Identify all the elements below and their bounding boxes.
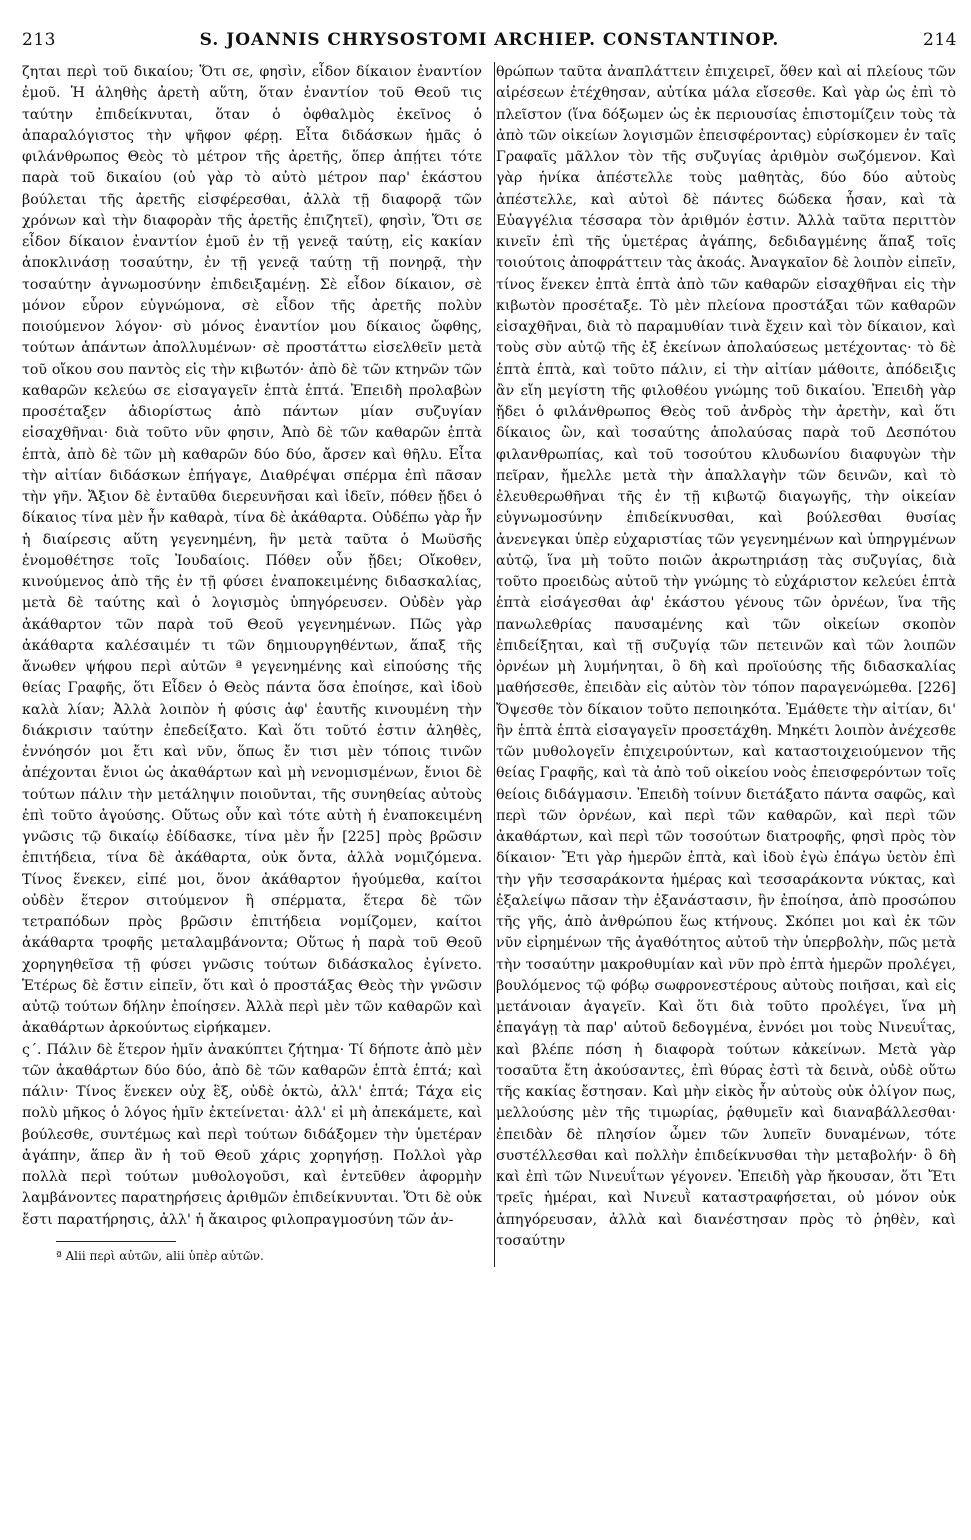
left-paragraph-2: ς΄. Πάλιν δὲ ἕτερον ἡμῖν ἀνακύπτει ζήτημα· Τί δήποτε ἀπὸ μὲν τῶν ἀκαθάρτων δύο δύο, ἀπὸ δὲ τῶν καθαρῶν ἑπτὰ ἑπτά; καὶ πάλιν· Τίνος ἕνεκεν οὐχ ἓξ, οὐδὲ ὀκτὼ, ἀλλ' ἑπτά; Τάχα εἰς πολὺ μῆκος ὁ λόγος ἡμῖν ἐκτείνεται· ἀλλ' εἰ μὴ ἀπεκάμετε, καὶ βούλεσθε, συντέμως καὶ περὶ τούτων διδάξομεν τὴν ὑμετέραν ἀγάπην, ἅπερ ἂν ἡ τοῦ Θεοῦ χάρις χορηγήσῃ. Πολλοὶ γὰρ πολλὰ περὶ τούτων μυθολογοῦσι, καὶ ἐντεῦθεν ἀφορμὴν λαμβάνοντες παρατηρήσεις ἀριθμῶν ἐπιδείκνυνται. Ὅτι δὲ οὐκ ἔστι παρατήρησις, ἀλλ' ἡ ἄκαιρος φιλοπραγμοσύνη τῶν ἀν- — [22, 1041, 482, 1228]
right-column — [496, 62, 956, 1267]
running-title: S. JOANNIS CHRYSOSTOMI ARCHIEP. CONSTANTINOP. — [199, 30, 780, 50]
left-column — [22, 62, 482, 1267]
column-divider — [494, 62, 495, 1267]
text-columns — [22, 62, 957, 1267]
right-paragraph-1: θρώπων ταῦτα ἀναπλάττειν ἐπιχειρεῖ, ὅθεν καὶ αἱ πλείους τῶν αἱρέσεων ἐτέχθησαν, αὐτίκα μάλα εἴσεσθε. Καὶ γὰρ ὡς ἐπὶ τὸ πλεῖστον (ἵνα δόξωμεν ὡς ἐκ περιουσίας ἐπιστομίζειν τοὺς τὰ ἀπὸ τῶν οἰκείων λογισμῶν ἐπεισφέροντας) εὑρίσκομεν ἐν ταῖς Γραφαῖς μᾶλλον τὸν τῆς συζυγίας ἀριθμὸν σωζόμενον. Καὶ γὰρ ἡνίκα ἀπέστελλε τοὺς μαθητὰς, δύο δύο αὐτοὺς ἀπέστελλε, καὶ αὐτοὶ δὲ πάντες δώδεκα ἦσαν, καὶ τὰ Εὐαγγέλια τέσσαρα τὸν ἀριθμόν ἐστιν. Ἀλλὰ ταῦτα περιττὸν κινεῖν ἐπὶ τῆς ὑμετέρας ἀγάπης, δεδιδαγμένης ἅπαξ τοῖς τοιούτοις ἀποφράττειν τὰς ἀκοάς. Ἀναγκαῖον δὲ λοιπὸν εἰπεῖν, τίνος ἕνεκεν ἑπτὰ ἑπτὰ ἀπὸ τῶν καθαρῶν εἰσαχθῆναι εἰς τὴν κιβωτὸν προσέταξε. Τὸ μὲν πλείονα προστάξαι τῶν καθαρῶν εἰσαχθῆναι, διὰ τὸ παραμυθίαν τινὰ ἔχειν καὶ τὸν δίκαιον, καὶ τοὺς σὺν αὐτῷ τῆς ἐξ ἐκείνων ἀπολαύσεως μετέχοντας· τὸ δὲ ἑπτὰ ἑπτὰ, καὶ τοῦτο πάλιν, εἰ τὴν αἰτίαν μάθοιτε, ἀπόδειξις ἂν εἴη μεγίστη τῆς φιλοθέου γνώμης τοῦ δικαίου. Ἐπειδὴ γὰρ ᾔδει ὁ φιλάνθρωπος Θεὸς τοῦ ἀνδρὸς τὴν ἀρετὴν, καὶ ὅτι δίκαιος ὢν, καὶ τοσαύτης ἀπολαύσας παρὰ τοῦ Δεσπότου φιλανθρωπίας, καὶ τοῦ τοσούτου κλυδωνίου διαφυγὼν τὴν πεῖραν, ἤμελλε μετὰ τὴν ἀπαλλαγὴν τῶν δεινῶν, καὶ τὸ ἐλευθερωθῆναι τῆς ἐν τῇ κιβωτῷ διαγωγῆς, τὴν οἰκείαν εὐγνωμοσύνην ἐπιδείκνυσθαι, καὶ βούλεσθαι θυσίας ἀνενεγκαι ὑπὲρ εὐχαριστίας τῶν γεγενημένων καὶ ὑπηργμένων αὐτῷ, ἵνα μὴ τοῦτο ποιῶν ἀκρωτηριάσῃ τὰς συζυγίας, διὰ τοῦτο προειδὼς αὐτοῦ τὴν γνώμης τὸ εὐχάριστον κελεύει ἑπτὰ ἑπτὰ εἰσάγεσθαι ἀφ' ἑκάστου γένους τῶν ὀρνέων, ἵνα τῆς πανωλεθρίας παυσαμένης καὶ τῶν οἰκείων σκοπὸν ἐπιδείξηται, καὶ τῇ συζυγίᾳ τῶν πετεινῶν καὶ τῶν λοιπῶν ὀρνέων μὴ λυμήνηται, ὃ δὴ καὶ προϊούσης τῆς διδασκαλίας μαθήσεσθε, ἐπειδὰν εἰς αὐτὸν τὸν τόπον παραγενώμεθα. [226] Ὄψεσθε τὸν δίκαιον τοῦτο πεποιηκότα. Ἐμάθετε τὴν αἰτίαν, δι' ἣν ἑπτὰ ἑπτὰ εἰσαγαγεῖν προσετάχθη. Μηκέτι λοιπὸν ἀνέχεσθε τῶν μυθολογεῖν ἐπιχειρούντων, καὶ καταστοιχειούμενον τῆς θείας Γραφῆς, καὶ τὰ ἀπὸ τοῦ οἰκείου νοὸς ἐπεισφερόντων τοῖς θείοις διδάγμασιν. Ἐπειδὴ τοίνυν διετάξατο πάντα σαφῶς, καὶ περὶ τῶν ὀρνέων, καὶ περὶ τῶν καθαρῶν, καὶ περὶ τῶν ἀκαθάρτων, καὶ περὶ τῶν τοσούτων διατροφῆς, φησὶ πρὸς τὸν δίκαιον· Ἔτι γὰρ ἡμερῶν ἑπτὰ, καὶ ἰδοὺ ἐγὼ ἐπάγω ὑετὸν ἐπὶ τὴν γῆν τεσσαράκοντα ἡμέρας καὶ τεσσαράκοντα νύκτας, καὶ ἐξαλείψω πᾶσαν τὴν ἐξανάστασιν, ἣν ἐποίησα, ἀπὸ προσώπου τῆς γῆς, ἀπὸ ἀνθρώπου ἕως κτήνους. Σκόπει μοι καὶ ἐκ τῶν νῦν εἰρημένων τῆς ἀγαθότητος αὐτοῦ τὴν ὑπερβολὴν, πῶς μετὰ τὴν τοσαύτην μακροθυμίαν καὶ νῦν πρὸ ἑπτὰ ἡμερῶν προλέγει, βουλόμενος τῷ φόβῳ σωφρονεστέρους αὐτοὺς ποιῆσαι, καὶ εἰς μετάνοιαν ἀγαγεῖν. Καὶ ὅτι διὰ τοῦτο προλέγει, ἵνα μὴ ἐπαγάγῃ τὰ παρ' αὐτοῦ δεδογμένα, ἐννόει μοι τοὺς Νινευΐτας, καὶ βλέπε πόση ἡ διαφορὰ τούτων κἀκείνων. Μετὰ γὰρ τοσαῦτα ἔτη ἀκούσαντες, ἐπὶ θύρας ἐστὶ τὰ δεινὰ, οὐδὲ οὕτω τῆς κακίας ἔστησαν. Καὶ μὴν εἰκὸς ἦν αὐτοὺς οὐκ ὀλίγον πως, μελλούσης μὲν τῆς τιμωρίας, ῥᾳθυμεῖν καὶ διαναβάλλεσθαι· ἐπειδὰν δὲ πλησίον ὦμεν τῶν λυπεῖν δυναμένων, τότε συστέλλεσθαι καὶ πολλὴν ἐπιδείκνυσθαι τὴν μεταβολήν· ὃ δὴ καὶ ἐπὶ τῶν Νινευΐτων γέγονεν. Ἐπειδὴ γὰρ ἤκουσαν, ὅτι Ἔτι τρεῖς ἡμέραι, καὶ Νινευῒ καταστραφήσεται, οὐ μόνον οὐκ ἀπηγόρευσαν, ἀλλὰ καὶ διανέστησαν πρὸς τὸ ῥηθὲν, καὶ τοσαύτην — [496, 64, 956, 1249]
footnote: ª Alii περὶ αὐτῶν, alii ὑπὲρ αὐτῶν. — [56, 1248, 264, 1263]
page-number-right: 214 — [923, 30, 957, 50]
footnote-rule — [56, 1241, 176, 1242]
page-number-left: 213 — [22, 30, 56, 50]
page-header — [22, 30, 957, 58]
left-paragraph-1: ζηται περὶ τοῦ δικαίου; Ὅτι σε, φησὶν, εἶδον δίκαιον ἐναντίον ἐμοῦ. Ἡ ἀληθὴς ἀρετὴ αὕτη, ὅταν ἐναντίον τοῦ Θεοῦ τις ταύτην ἐπιδείκνυται, ὅταν ὁ ὀφθαλμὸς ἐκεῖνος ὁ ἀπαραλόγιστος τὴν ψῆφον φέρῃ. Εἶτα διδάσκων ἡμᾶς ὁ φιλάνθρωπος Θεὸς τὸ μέτρον τῆς ἀρετῆς, ὅπερ ἀπῄτει τότε παρὰ τοῦ δικαίου (οὐ γὰρ τὸ αὐτὸ μέτρον παρ' ἑκάστου βούλεται τῆς ἀρετῆς εἰσφέρεσθαι, ἀλλὰ τῇ διαφορᾷ τῶν χρόνων καὶ τὴν διαφορὰν τῆς ἀρετῆς ἐπιζητεῖ), φησὶν, Ὅτι σε εἶδον δίκαιον ἐναντίον ἐμοῦ ἐν τῇ γενεᾷ ταύτῃ, εἰς κακίαν ἀποκλινάσῃ τοσαύτην, ἐν τῇ γενεᾷ ταύτῃ τῇ πονηρᾷ, τὴν τοσαύτην ἀγνωμοσύνην ἐπιδειξαμένῃ. Σὲ εἶδον δίκαιον, σὲ μόνον εὗρον εὐγνώμονα, σὲ εἶδον τῆς ἀρετῆς πολὺν ποιούμενον λόγον· σὺ μόνος ἐναντίον μου δίκαιος ὤφθης, τούτων ἁπάντων ἀπολλυμένων· σὲ προστάττω εἰσελθεῖν μετὰ τοῦ οἴκου σου παντὸς εἰς τὴν κιβωτόν· ἀπὸ δὲ τῶν κτηνῶν τῶν καθαρῶν κελεύω σε εἰσαγαγεῖν ἑπτὰ ἑπτά. Ἐπειδὴ προλαβὼν προσέταξεν ἀδιορίστως ἀπὸ πάντων μίαν συζυγίαν εἰσαχθῆναι· διὰ τοῦτο νῦν φησιν, Ἀπὸ δὲ τῶν καθαρῶν ἑπτὰ ἑπτὰ, ἀπὸ δὲ τῶν μὴ καθαρῶν δύο δύο, ἄρσεν καὶ θῆλυ. Εἶτα τὴν αἰτίαν διδάσκων ἐπήγαγε, Διαθρέψαι σπέρμα ἐπὶ πᾶσαν τὴν γῆν. Ἄξιον δὲ ἐνταῦθα διερευνῆσαι καὶ ἰδεῖν, πόθεν ᾔδει ὁ δίκαιος τίνα μὲν ἦν καθαρὰ, τίνα δὲ ἀκάθαρτα. Οὐδέπω γὰρ ἦν ἡ διαίρεσις αὕτη γεγενημένη, ἣν μετὰ ταῦτα ὁ Μωϋσῆς ἐνομοθέτησε τοῖς Ἰουδαίοις. Πόθεν οὖν ᾔδει; Οἴκοθεν, κινούμενος ἀπὸ τῆς ἐν τῇ φύσει ἐναποκειμένης διδασκαλίας, μετὰ δὲ ταύτης καὶ ὁ λογισμὸς ὑπηγόρευσεν. Οὐδὲν γὰρ ἀκάθαρτον τῶν παρὰ τοῦ Θεοῦ γεγενημένων. Πῶς γὰρ ἀκάθαρτα καλέσαιμέν τι τῶν δημιουργηθέντων, ἅπαξ τῆς ἄνωθεν ψήφου περὶ αὐτῶν ª γεγενημένης καὶ εἰπούσης τῆς θείας Γραφῆς, ὅτι Εἶδεν ὁ Θεὸς πάντα ὅσα ἐποίησε, καὶ ἰδοὺ καλὰ λίαν; Ἀλλὰ λοιπὸν ἡ φύσις ἀφ' ἑαυτῆς κινουμένη τὴν διάκρισιν ταύτην ἐπεδείξατο. Καὶ ὅτι τοῦτό ἐστιν ἀληθὲς, ἐννόησόν μοι ἔτι καὶ νῦν, ὅπως ἔν τισι μὲν τόποις τινῶν ἀπέχονται ἔνιοι ὡς ἀκαθάρτων καὶ μὴ νενομισμένων, ἔνιοι δὲ τούτων πάλιν τὴν μετάληψιν ποιοῦνται, τῆς συνηθείας αὐτοὺς ἐπὶ τοῦτο ἀγούσης. Οὕτως οὖν καὶ τότε αὐτὴ ἡ ἐναποκειμένη γνῶσις τῷ δικαίῳ ἐδίδασκε, τίνα μὲν ἦν [225] πρὸς βρῶσιν ἐπιτήδεια, τίνα δὲ ἀκάθαρτα, οὐκ ὄντα, ἀλλὰ νομιζόμενα. Τίνος ἕνεκεν, εἰπέ μοι, ὅνον ἀκάθαρτον ἡγούμεθα, καίτοι οὐδὲν ἕτερον σιτούμενον ἢ σπέρματα, ἕτερα δὲ τῶν τετραπόδων πρὸς βρῶσιν ἐπιτήδεια νομίζομεν, καίτοι ἀκάθαρτα τροφῆς μεταλαμβάνοντα; Οὕτως ἡ παρὰ τοῦ Θεοῦ χορηγηθεῖσα τῇ φύσει γνῶσις τούτων διδάσκαλος ἐγίνετο. Ἑτέρως δὲ ἔστιν εἰπεῖν, ὅτι καὶ ὁ προστάξας Θεὸς τὴν γνῶσιν αὐτῷ τούτων δήλην ἐποίησεν. Ἀλλὰ περὶ μὲν τῶν καθαρῶν καὶ ἀκαθάρτων ἀρκούντως εἰρήκαμεν. — [22, 64, 482, 1037]
